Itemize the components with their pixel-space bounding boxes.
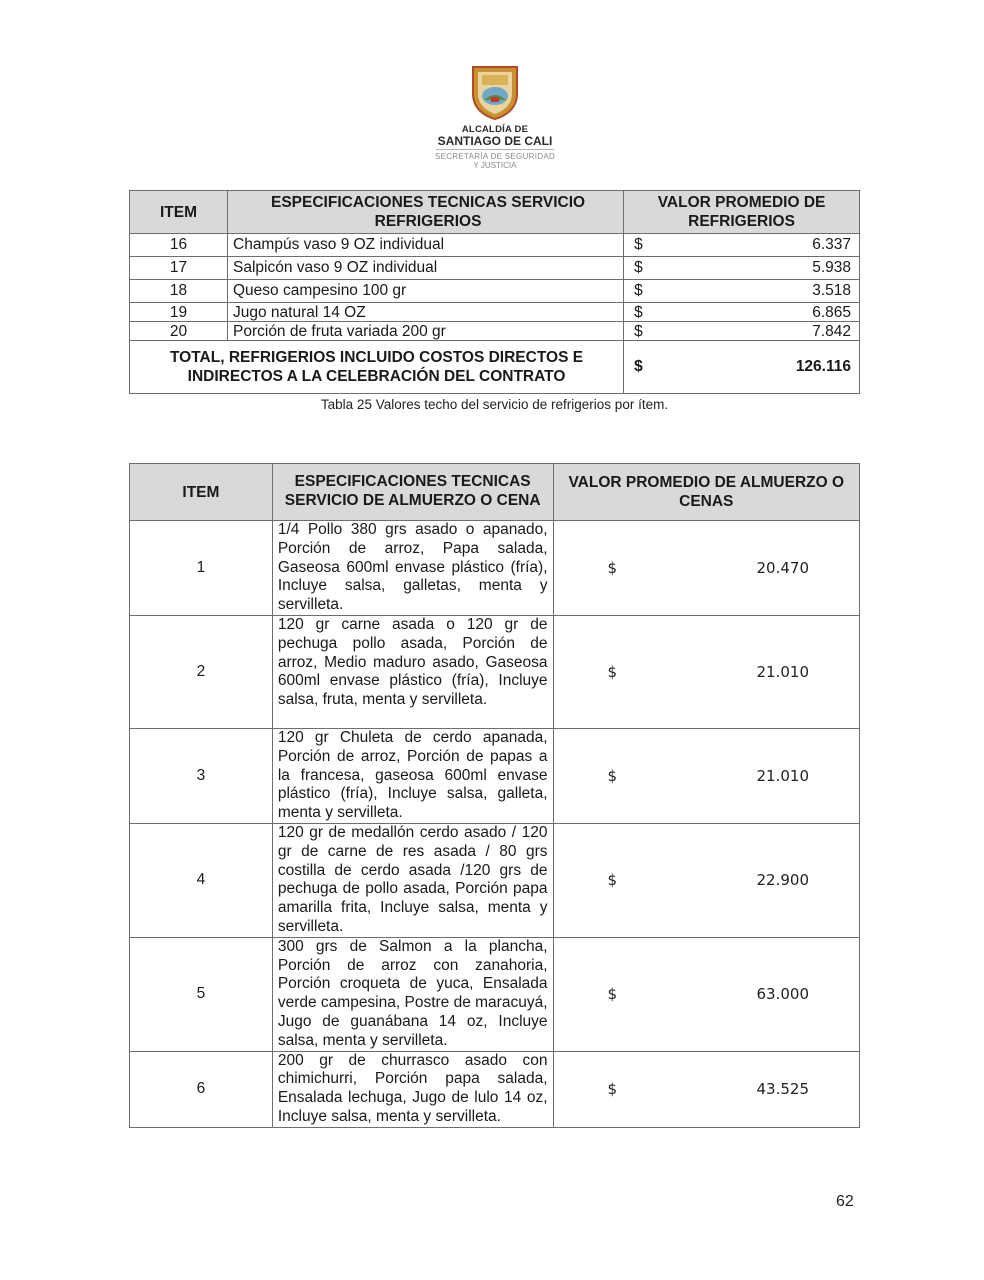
currency-symbol: $ [607, 985, 618, 1004]
item-number: 1 [130, 521, 273, 616]
item-description: Salpicón vaso 9 OZ individual [228, 257, 624, 280]
total-value [624, 341, 860, 394]
value-amount: 3.518 [812, 282, 851, 299]
table-row [130, 1051, 860, 1127]
currency-symbol: $ [634, 259, 643, 276]
item-number: 16 [130, 234, 228, 257]
item-number: 17 [130, 257, 228, 280]
currency-symbol: $ [634, 322, 643, 340]
item-number: 5 [130, 937, 273, 1051]
currency-symbol: $ [607, 766, 618, 785]
item-number: 20 [130, 322, 228, 341]
item-number: 18 [130, 280, 228, 303]
total-label: TOTAL, REFRIGERIOS INCLUIDO COSTOS DIRECTOS E INDIRECTOS A LA CELEBRACIÓN DEL CONTRATO [130, 341, 624, 394]
item-number: 6 [130, 1051, 273, 1127]
item-number: 4 [130, 823, 273, 937]
column-header-value: VALOR PROMEDIO DE REFRIGERIOS [624, 191, 860, 234]
currency-symbol: $ [634, 303, 643, 321]
item-value [553, 1051, 859, 1127]
table-row [130, 521, 860, 616]
logo-text-secretaria: SECRETARÍA DE SEGURIDAD [434, 152, 556, 161]
value-amount: 22.900 [756, 871, 809, 890]
item-value [624, 322, 860, 341]
item-value [624, 234, 860, 257]
item-description: 120 gr carne asada o 120 gr de pechuga pollo asada, Porción de arroz, Medio maduro asado, Gaseosa 600ml envase plástico (fría), Incluye salsa, fruta, menta y servilleta. [272, 615, 553, 728]
value-amount: 6.865 [812, 303, 851, 321]
column-header-item: ITEM [130, 464, 273, 521]
currency-symbol: $ [634, 358, 643, 375]
item-description: Jugo natural 14 OZ [228, 303, 624, 322]
item-number: 19 [130, 303, 228, 322]
item-number: 3 [130, 728, 273, 823]
currency-symbol: $ [607, 1080, 618, 1099]
header-logo [420, 64, 570, 170]
table-row [130, 257, 860, 280]
item-value [624, 257, 860, 280]
item-description: Champús vaso 9 OZ individual [228, 234, 624, 257]
table-caption: Tabla 25 Valores techo del servicio de refrigerios por ítem. [320, 397, 669, 412]
table-row [130, 234, 860, 257]
item-value [553, 937, 859, 1051]
item-value [624, 280, 860, 303]
value-amount: 43.525 [756, 1080, 809, 1099]
table-row [130, 937, 860, 1051]
table-row [130, 728, 860, 823]
currency-symbol: $ [634, 282, 643, 299]
item-description: Porción de fruta variada 200 gr [228, 322, 624, 341]
total-row [130, 341, 860, 394]
logo-divider [436, 149, 554, 150]
table-row [130, 615, 860, 728]
value-amount: 20.470 [756, 558, 809, 577]
logo-text-city: SANTIAGO DE CALI [437, 134, 553, 148]
coat-of-arms-icon [470, 64, 520, 120]
item-description: 120 gr Chuleta de cerdo apanada, Porción de arroz, Porción de papas a la francesa, gaseosa 600ml envase plástico (fría), Incluye salsa, galleta, menta y servilleta. [272, 728, 553, 823]
item-description: 120 gr de medallón cerdo asado / 120 gr de carne de res asada / 80 grs costilla de cerdo asada /120 grs de pechuga de pollo asada, Porción papa amarilla frita, Incluye salsa, menta y servilleta. [272, 823, 553, 937]
table-row [130, 823, 860, 937]
table-row [130, 303, 860, 322]
refrigerios-table [129, 190, 860, 394]
logo-text-justicia: Y JUSTICIA [473, 161, 517, 170]
page-number: 62 [836, 1193, 854, 1210]
item-number: 2 [130, 615, 273, 728]
column-header-item: ITEM [130, 191, 228, 234]
table-row [130, 322, 860, 341]
currency-symbol: $ [634, 236, 643, 253]
item-value [553, 615, 859, 728]
item-description: Queso campesino 100 gr [228, 280, 624, 303]
table-header-row [130, 464, 860, 521]
value-amount: 63.000 [756, 985, 809, 1004]
item-value [553, 521, 859, 616]
almuerzo-table [129, 463, 860, 1128]
column-header-value: VALOR PROMEDIO DE ALMUERZO O CENAS [553, 464, 859, 521]
table-row [130, 280, 860, 303]
item-value [553, 728, 859, 823]
currency-symbol: $ [607, 871, 618, 890]
value-amount: 6.337 [812, 236, 851, 253]
item-value [624, 303, 860, 322]
item-description: 200 gr de churrasco asado con chimichurri, Porción papa salada, Ensalada lechuga, Jugo de lulo 14 oz, Incluye salsa, menta y servilleta. [272, 1051, 553, 1127]
item-value [553, 823, 859, 937]
column-header-specs: ESPECIFICACIONES TECNICAS SERVICIO DE ALMUERZO O CENA [272, 464, 553, 521]
currency-symbol: $ [607, 662, 618, 681]
logo-text-alcaldia: ALCALDÍA DE [461, 124, 529, 135]
value-amount: 21.010 [756, 662, 809, 681]
item-description: 1/4 Pollo 380 grs asado o apanado, Porción de arroz, Papa salada, Gaseosa 600ml envase plástico (fría), Incluye salsa, galletas, menta y servilleta. [272, 521, 553, 616]
value-amount: 7.842 [812, 322, 851, 340]
table-header-row [130, 191, 860, 234]
currency-symbol: $ [607, 558, 618, 577]
value-amount: 21.010 [756, 766, 809, 785]
column-header-specs: ESPECIFICACIONES TECNICAS SERVICIO REFRIGERIOS [228, 191, 624, 234]
value-amount: 5.938 [812, 259, 851, 276]
item-description: 300 grs de Salmon a la plancha, Porción de arroz con zanahoria, Porción croqueta de yuca, Ensalada verde campesina, Postre de maracuyá, Jugo de guanábana 14 oz, Incluye salsa, menta y servilleta. [272, 937, 553, 1051]
total-amount: 126.116 [795, 358, 851, 375]
